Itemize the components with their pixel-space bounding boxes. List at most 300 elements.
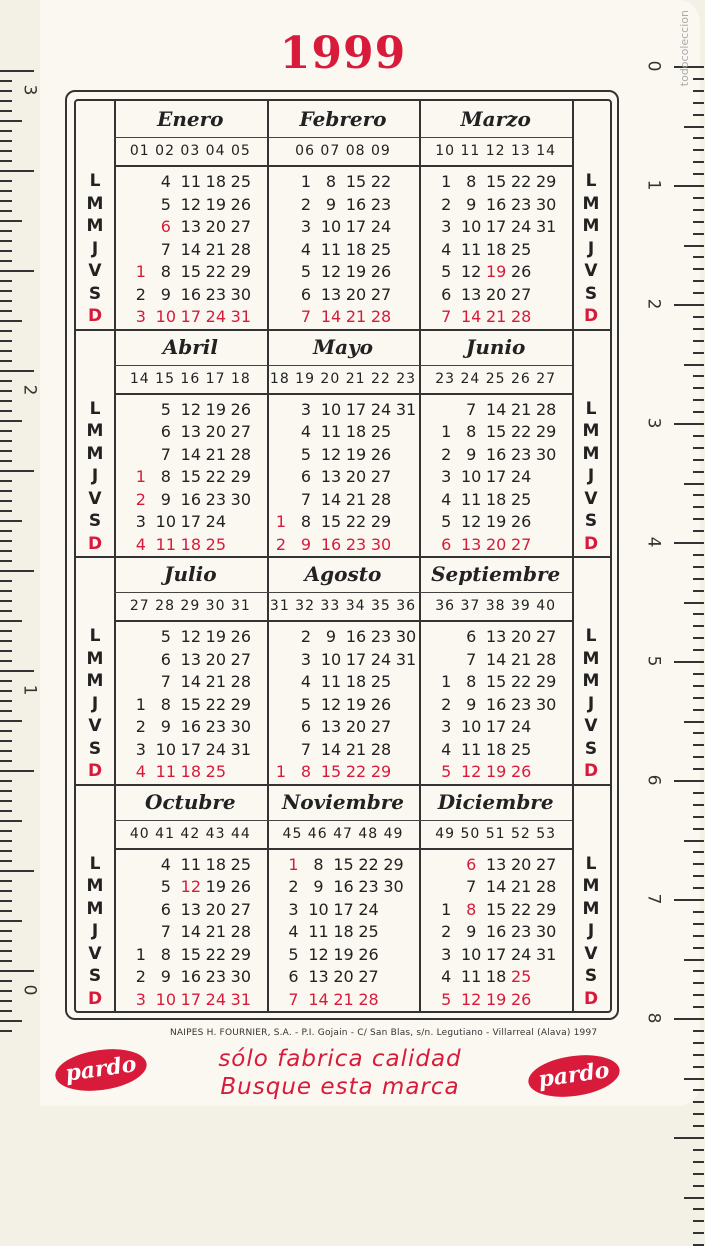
day-number: 23 (205, 284, 226, 304)
day-number: 27 (230, 217, 251, 236)
ruler-tick (684, 1078, 704, 1080)
ruler-tick (693, 804, 704, 806)
day-number: 9 (160, 284, 171, 304)
day-number: 13 (460, 284, 482, 304)
day-number: 15 (180, 467, 201, 486)
day-number: 7 (466, 877, 477, 896)
ruler-tick (674, 542, 704, 544)
ruler-tick (0, 1010, 12, 1012)
ruler-tick (674, 661, 704, 663)
ruler-tick (693, 494, 704, 496)
day-number: 10 (320, 399, 342, 419)
day-number: 12 (460, 989, 482, 1009)
weekday-letter: J (91, 921, 99, 941)
day-number: 28 (535, 877, 557, 896)
day-number: 6 (160, 422, 171, 441)
day-number: 28 (230, 922, 251, 941)
day-number: 13 (320, 284, 342, 304)
day-number: 1 (441, 672, 452, 691)
weekday-letter: V (584, 943, 598, 964)
weekday-letter: M (86, 443, 104, 464)
day-number: 6 (160, 217, 171, 236)
day-number: 10 (460, 717, 482, 736)
ruler-tick (0, 430, 12, 432)
ruler-tick (0, 450, 12, 452)
weekday-letter: M (86, 193, 104, 214)
day-number: 26 (510, 512, 532, 531)
day-number: 19 (485, 989, 507, 1009)
day-number: 11 (460, 239, 482, 259)
ruler-tick (0, 830, 12, 832)
ruler-tick (693, 685, 704, 687)
day-number: 30 (230, 717, 251, 736)
day-number: 7 (160, 239, 171, 259)
day-number: 25 (370, 239, 392, 259)
calendar-grid (74, 99, 612, 1013)
day-number: 18 (485, 489, 507, 509)
day-number: 21 (205, 239, 226, 259)
day-number: 12 (320, 444, 342, 464)
day-number: 9 (466, 444, 477, 464)
ruler-tick (693, 233, 704, 235)
day-number: 2 (135, 717, 146, 736)
day-number: 25 (510, 739, 532, 759)
day-number: 16 (180, 284, 201, 304)
ruler-tick (0, 880, 12, 882)
month-name: Junio (419, 329, 572, 366)
ruler-tick (0, 320, 22, 322)
day-number: 29 (230, 467, 251, 486)
calendar-frame (65, 90, 619, 1020)
ruler-tick (0, 330, 12, 332)
day-number: 11 (460, 739, 482, 759)
slogan-line-1: sólo fabrica calidad (218, 1046, 462, 1072)
day-number: 21 (205, 444, 226, 464)
month-name: Febrero (267, 101, 420, 138)
day-number: 17 (485, 467, 507, 486)
day-number: 2 (275, 534, 287, 554)
day-number: 22 (358, 854, 379, 874)
day-number: 30 (535, 194, 557, 214)
day-number: 30 (370, 534, 392, 554)
weekday-letter: S (584, 283, 598, 304)
ruler-tick (0, 730, 12, 732)
ruler-tick (693, 471, 704, 473)
day-number: 2 (300, 194, 312, 214)
ruler-tick (693, 530, 704, 532)
day-number: 1 (135, 262, 146, 281)
ruler-tick (0, 570, 34, 572)
ruler-number: 2 (19, 384, 40, 396)
ruler-tick (693, 102, 704, 104)
weekday-letter: S (88, 283, 102, 304)
day-number: 29 (230, 694, 251, 714)
day-number: 21 (333, 989, 354, 1009)
day-number: 24 (205, 512, 226, 531)
weekday-letter: M (582, 898, 600, 919)
day-number: 18 (485, 739, 507, 759)
day-number: 10 (308, 899, 329, 919)
ruler-tick (693, 292, 704, 294)
day-number: 3 (441, 467, 452, 486)
day-number: 27 (535, 854, 557, 874)
day-number: 8 (466, 672, 477, 691)
day-number: 20 (333, 967, 354, 986)
day-number: 9 (325, 627, 337, 646)
ruler-tick (0, 710, 12, 712)
day-number: 12 (460, 512, 482, 531)
ruler-tick (693, 756, 704, 758)
day-number: 13 (180, 422, 201, 441)
ruler-tick (684, 245, 704, 247)
month-name: Noviembre (267, 784, 420, 821)
ruler-tick (0, 390, 12, 392)
day-number: 18 (205, 854, 226, 874)
day-number: 2 (135, 967, 146, 986)
day-number: 17 (485, 944, 507, 964)
day-number: 6 (300, 284, 312, 304)
ruler-tick (0, 490, 12, 492)
day-number: 14 (485, 649, 507, 669)
day-number: 5 (441, 762, 452, 781)
day-number: 9 (325, 194, 337, 214)
day-number: 16 (485, 922, 507, 941)
day-number: 30 (535, 444, 557, 464)
day-number: 27 (370, 284, 392, 304)
day-number: 12 (320, 262, 342, 281)
week-numbers: 31 32 33 34 35 36 (267, 592, 420, 622)
day-number: 3 (135, 307, 146, 326)
day-number: 15 (485, 422, 507, 441)
day-number: 27 (230, 422, 251, 441)
weekday-letter: L (89, 398, 101, 419)
day-number: 22 (205, 944, 226, 964)
ruler-number: 6 (643, 774, 664, 786)
ruler-tick (693, 221, 704, 223)
ruler-tick (693, 316, 704, 318)
ruler-tick (693, 1220, 704, 1222)
ruler-number: 0 (643, 60, 664, 72)
day-number: 4 (135, 534, 146, 554)
day-number: 31 (535, 217, 557, 236)
day-number: 25 (205, 534, 226, 554)
day-number: 1 (275, 762, 287, 781)
day-number: 2 (441, 922, 452, 941)
day-number: 13 (320, 717, 342, 736)
day-number: 15 (320, 512, 342, 531)
weekday-letter: M (582, 443, 600, 464)
day-number: 15 (485, 172, 507, 191)
day-number: 11 (180, 172, 201, 191)
day-number: 27 (230, 649, 251, 669)
weekday-letter: M (86, 216, 104, 236)
day-number: 18 (205, 172, 226, 191)
ruler-tick (0, 750, 12, 752)
brand-logo-right: pardo (526, 1050, 623, 1102)
day-number: 27 (535, 627, 557, 646)
ruler-tick (0, 290, 12, 292)
day-number: 5 (288, 944, 299, 964)
day-number: 16 (485, 444, 507, 464)
day-number: 20 (205, 422, 226, 441)
month-name: Octubre (114, 784, 267, 821)
ruler-tick (0, 220, 22, 222)
day-number: 21 (510, 877, 532, 896)
day-number: 10 (155, 989, 176, 1009)
day-number: 6 (466, 854, 477, 874)
day-number: 10 (155, 739, 176, 759)
weekday-letter: D (87, 761, 103, 781)
ruler-tick (684, 840, 704, 842)
ruler-tick (693, 1161, 704, 1163)
day-number: 24 (510, 944, 532, 964)
ruler-tick (0, 530, 12, 532)
day-number: 21 (485, 307, 507, 326)
day-number: 4 (300, 422, 312, 441)
day-number: 8 (300, 512, 312, 531)
ruler-tick (693, 340, 704, 342)
day-number: 14 (180, 922, 201, 941)
day-number: 24 (205, 307, 226, 326)
ruler-tick (0, 230, 12, 232)
weekday-letter: L (585, 171, 597, 191)
ruler-tick (674, 899, 704, 901)
day-number: 5 (300, 262, 312, 281)
ruler-tick (693, 578, 704, 580)
day-number: 11 (155, 534, 176, 554)
ruler-tick (0, 100, 12, 102)
day-number: 16 (180, 489, 201, 509)
day-number: 22 (205, 262, 226, 281)
month-name: Diciembre (419, 784, 572, 821)
day-number: 23 (358, 877, 379, 896)
brand-logo-left: pardo (53, 1044, 150, 1096)
day-number: 27 (510, 284, 532, 304)
day-number: 17 (180, 307, 201, 326)
ruler-tick (0, 850, 12, 852)
day-number: 25 (230, 854, 251, 874)
ruler-tick (693, 1066, 704, 1068)
day-number: 11 (308, 922, 329, 941)
day-number: 14 (320, 489, 342, 509)
day-number: 24 (510, 467, 532, 486)
ruler-tick (693, 90, 704, 92)
ruler-tick (693, 256, 704, 258)
day-number: 11 (460, 489, 482, 509)
ruler-tick (0, 680, 12, 682)
day-number: 15 (180, 944, 201, 964)
ruler-number: 1 (643, 179, 664, 191)
day-number: 4 (160, 854, 171, 874)
ruler-tick (674, 423, 704, 425)
weekday-letter: V (584, 261, 598, 281)
watermark: todocoleccion (678, 10, 691, 87)
day-number: 3 (135, 739, 146, 759)
ruler-number: 3 (19, 84, 40, 96)
day-number: 11 (180, 854, 201, 874)
weekday-letter: M (582, 648, 600, 669)
ruler-tick (693, 970, 704, 972)
weekday-letter: J (587, 693, 595, 714)
month-name: Enero (114, 101, 267, 138)
day-number: 26 (230, 399, 251, 419)
weekday-letter: J (587, 238, 595, 259)
day-number: 19 (345, 444, 367, 464)
day-number: 20 (485, 534, 507, 554)
day-number: 24 (370, 649, 392, 669)
day-number: 25 (510, 239, 532, 259)
ruler-tick (0, 510, 12, 512)
day-number: 22 (510, 672, 532, 691)
day-number: 3 (288, 899, 299, 919)
day-number: 10 (320, 649, 342, 669)
day-number: 20 (345, 284, 367, 304)
ruler-tick (693, 792, 704, 794)
day-number: 31 (395, 649, 417, 669)
day-number: 14 (180, 239, 201, 259)
ruler-tick (0, 200, 12, 202)
day-number: 12 (460, 762, 482, 781)
ruler-tick (0, 520, 22, 522)
day-number: 3 (441, 944, 452, 964)
ruler-tick (693, 613, 704, 615)
day-number: 2 (300, 627, 312, 646)
ruler-tick (0, 920, 22, 922)
day-number: 1 (441, 899, 452, 919)
ruler-tick (684, 721, 704, 723)
ruler-tick (693, 911, 704, 913)
day-number: 11 (320, 239, 342, 259)
ruler-tick (693, 625, 704, 627)
day-number: 19 (485, 262, 507, 281)
day-number: 30 (230, 489, 251, 509)
day-number: 14 (485, 399, 507, 419)
day-number: 8 (160, 694, 171, 714)
day-number: 29 (535, 422, 557, 441)
ruler-tick (0, 860, 12, 862)
day-number: 24 (370, 217, 392, 236)
day-number: 17 (345, 649, 367, 669)
day-number: 23 (205, 717, 226, 736)
ruler-tick (693, 1006, 704, 1008)
month-name: Agosto (267, 556, 420, 593)
day-number: 7 (466, 649, 477, 669)
day-number: 5 (160, 627, 171, 646)
week-numbers: 10 11 12 13 14 (419, 137, 572, 167)
ruler-tick (0, 800, 12, 802)
day-number: 21 (205, 922, 226, 941)
day-number: 2 (441, 444, 452, 464)
day-number: 14 (180, 444, 201, 464)
day-number: 20 (205, 649, 226, 669)
ruler-tick (674, 780, 704, 782)
weekday-letter: V (584, 488, 598, 509)
day-number: 16 (320, 534, 342, 554)
day-number: 23 (370, 627, 392, 646)
weekday-letter: V (88, 261, 102, 281)
day-number: 15 (345, 172, 367, 191)
ruler-tick (693, 399, 704, 401)
day-number: 13 (180, 217, 201, 236)
ruler-tick (0, 650, 12, 652)
day-number: 30 (230, 284, 251, 304)
day-number: 28 (535, 399, 557, 419)
ruler-tick (693, 851, 704, 853)
ruler-tick (0, 900, 12, 902)
weekday-letter: D (87, 306, 103, 326)
day-number: 28 (370, 307, 392, 326)
day-number: 5 (300, 444, 312, 464)
day-number: 10 (460, 944, 482, 964)
day-number: 4 (441, 239, 452, 259)
ruler-tick (0, 870, 34, 872)
ruler-tick (0, 160, 12, 162)
day-number: 7 (160, 444, 171, 464)
ruler-tick (693, 768, 704, 770)
ruler-tick (0, 990, 12, 992)
weekday-letter: L (585, 398, 597, 419)
ruler-tick (684, 483, 704, 485)
weekday-letter: S (584, 966, 598, 986)
day-number: 23 (345, 534, 367, 554)
day-number: 1 (288, 854, 299, 874)
weekday-letter: J (91, 693, 99, 714)
day-number: 18 (485, 239, 507, 259)
ruler-tick (0, 820, 22, 822)
day-number: 18 (180, 534, 201, 554)
ruler-tick (0, 670, 34, 672)
day-number: 20 (345, 467, 367, 486)
ruler-tick (0, 770, 34, 772)
day-number: 24 (370, 399, 392, 419)
day-number: 12 (460, 262, 482, 281)
day-number: 25 (358, 922, 379, 941)
ruler-tick (693, 875, 704, 877)
day-number: 24 (510, 717, 532, 736)
weekday-letter: J (587, 921, 595, 941)
day-number: 29 (230, 944, 251, 964)
day-number: 1 (135, 944, 146, 964)
day-number: 8 (325, 172, 337, 191)
day-number: 4 (160, 172, 171, 191)
day-number: 8 (466, 422, 477, 441)
day-number: 10 (320, 217, 342, 236)
day-number: 5 (160, 877, 171, 896)
weekday-letter: M (582, 876, 600, 896)
day-number: 24 (205, 989, 226, 1009)
day-number: 27 (358, 967, 379, 986)
ruler-tick (0, 620, 22, 622)
day-number: 3 (300, 399, 312, 419)
day-number: 12 (180, 194, 201, 214)
week-numbers: 06 07 08 09 (267, 137, 420, 167)
day-number: 16 (333, 877, 354, 896)
ruler-tick (693, 566, 704, 568)
day-number: 31 (395, 399, 417, 419)
day-number: 9 (300, 534, 312, 554)
day-number: 4 (135, 762, 146, 781)
ruler-tick (0, 600, 12, 602)
day-number: 26 (230, 627, 251, 646)
day-number: 28 (230, 444, 251, 464)
day-number: 31 (230, 307, 251, 326)
weekday-letter: D (583, 988, 599, 1009)
day-number: 1 (275, 512, 287, 531)
ruler-tick (0, 360, 12, 362)
day-number: 29 (230, 262, 251, 281)
ruler-tick (693, 209, 704, 211)
day-number: 23 (510, 694, 532, 714)
